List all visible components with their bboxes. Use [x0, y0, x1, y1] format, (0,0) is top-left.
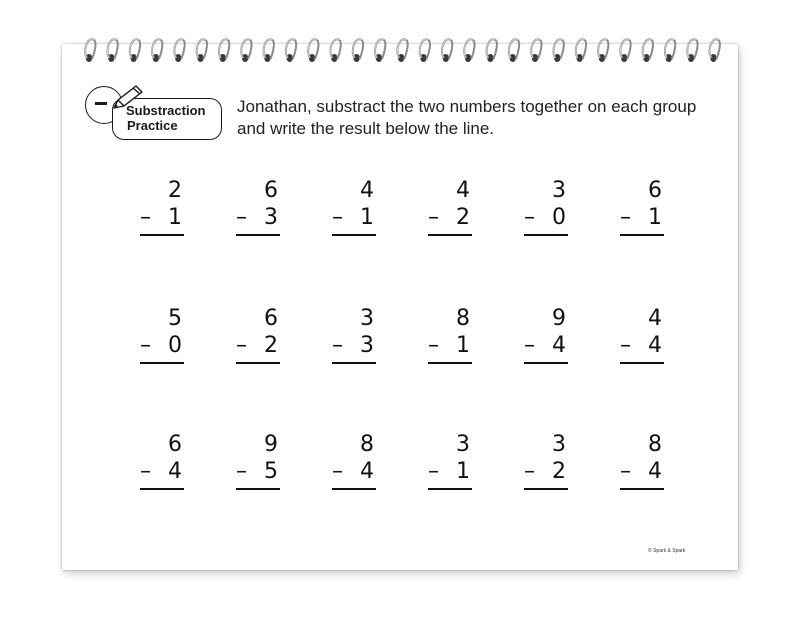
- answer-line[interactable]: [524, 362, 568, 364]
- subtraction-problem: [428, 432, 472, 494]
- spiral-coil: [219, 39, 229, 62]
- subtrahend: 0: [552, 205, 566, 230]
- answer-line[interactable]: [620, 234, 664, 236]
- instructions-text: Jonathan, substract the two numbers together on each group and write the result below the line.: [237, 97, 697, 138]
- subtrahend: 2: [552, 459, 566, 484]
- spiral-coil: [598, 39, 608, 62]
- minus-sign: –: [524, 205, 535, 230]
- spiral-binding: [0, 32, 800, 72]
- minuend: 8: [360, 432, 374, 457]
- minus-sign: –: [428, 205, 439, 230]
- subtraction-problem: [620, 178, 664, 240]
- minuend: 6: [168, 432, 182, 457]
- spiral-coil: [620, 39, 630, 62]
- answer-line[interactable]: [332, 362, 376, 364]
- spiral-coil: [397, 39, 407, 62]
- subtrahend: 4: [648, 459, 662, 484]
- spiral-coil: [531, 39, 541, 62]
- answer-line[interactable]: [332, 488, 376, 490]
- subtraction-problem: [524, 178, 568, 240]
- minus-sign: –: [140, 205, 151, 230]
- answer-line[interactable]: [620, 488, 664, 490]
- minus-sign: –: [620, 459, 631, 484]
- answer-line[interactable]: [428, 488, 472, 490]
- minuend: 2: [168, 178, 182, 203]
- spiral-coil: [375, 39, 385, 62]
- subtraction-problem: [428, 178, 472, 240]
- spiral-coil: [576, 39, 586, 62]
- spiral-coil: [330, 39, 340, 62]
- subtrahend: 3: [360, 333, 374, 358]
- subtraction-problem: [140, 178, 184, 240]
- badge-title: [126, 103, 222, 133]
- minus-sign: –: [140, 459, 151, 484]
- answer-line[interactable]: [236, 488, 280, 490]
- minus-sign: –: [140, 333, 151, 358]
- subtraction-problem: [236, 432, 280, 494]
- subtraction-problem: [428, 306, 472, 368]
- subtrahend: 1: [168, 205, 182, 230]
- minuend: 4: [456, 178, 470, 203]
- spiral-coil: [107, 39, 117, 62]
- subtrahend: 0: [168, 333, 182, 358]
- spiral-coil: [197, 39, 207, 62]
- answer-line[interactable]: [428, 234, 472, 236]
- answer-line[interactable]: [140, 234, 184, 236]
- minus-sign: –: [332, 459, 343, 484]
- minuend: 9: [264, 432, 278, 457]
- subtrahend: 1: [360, 205, 374, 230]
- subtraction-problem: [620, 306, 664, 368]
- subtrahend: 4: [648, 333, 662, 358]
- minuend: 8: [648, 432, 662, 457]
- minuend: 3: [552, 178, 566, 203]
- subtrahend: 5: [264, 459, 278, 484]
- spiral-coil: [286, 39, 296, 62]
- subtrahend: 2: [456, 205, 470, 230]
- subtraction-problem: [140, 432, 184, 494]
- spiral-coil: [487, 39, 497, 62]
- subtrahend: 1: [648, 205, 662, 230]
- minuend: 3: [456, 432, 470, 457]
- answer-line[interactable]: [140, 362, 184, 364]
- minuend: 4: [648, 306, 662, 331]
- spiral-coil: [464, 39, 474, 62]
- subtrahend: 4: [168, 459, 182, 484]
- spiral-coil: [174, 39, 184, 62]
- minus-icon: [95, 102, 107, 105]
- spiral-coil: [353, 39, 363, 62]
- answer-line[interactable]: [620, 362, 664, 364]
- subtrahend: 1: [456, 333, 470, 358]
- spiral-coil: [130, 39, 140, 62]
- problem-grid: [140, 178, 670, 508]
- minuend: 3: [360, 306, 374, 331]
- answer-line[interactable]: [524, 488, 568, 490]
- subtraction-problem: [524, 432, 568, 494]
- minus-sign: –: [524, 333, 535, 358]
- spiral-coil: [710, 39, 720, 62]
- spiral-coil: [509, 39, 519, 62]
- spiral-coil: [643, 39, 653, 62]
- spiral-coil: [442, 39, 452, 62]
- answer-line[interactable]: [140, 488, 184, 490]
- subtraction-problem: [332, 306, 376, 368]
- spiral-coil: [665, 39, 675, 62]
- subtrahend: 3: [264, 205, 278, 230]
- answer-line[interactable]: [428, 362, 472, 364]
- minuend: 6: [264, 178, 278, 203]
- spiral-coil: [85, 39, 95, 62]
- copyright-text: © Spark & Spark: [648, 548, 686, 554]
- minus-sign: –: [332, 205, 343, 230]
- subtraction-problem: [524, 306, 568, 368]
- subtraction-problem: [236, 306, 280, 368]
- subtraction-problem: [140, 306, 184, 368]
- answer-line[interactable]: [332, 234, 376, 236]
- spiral-coil: [241, 39, 251, 62]
- minus-sign: –: [428, 459, 439, 484]
- minuend: 9: [552, 306, 566, 331]
- subtrahend: 2: [264, 333, 278, 358]
- minus-sign: –: [524, 459, 535, 484]
- subtraction-problem: [620, 432, 664, 494]
- spiral-coil: [420, 39, 430, 62]
- subtraction-problem: [332, 178, 376, 240]
- minus-sign: –: [332, 333, 343, 358]
- minus-sign: –: [428, 333, 439, 358]
- spiral-coil: [687, 39, 697, 62]
- minuend: 6: [264, 306, 278, 331]
- subtraction-problem: [236, 178, 280, 240]
- badge-title-line1: Substraction: [126, 103, 206, 118]
- minuend: 3: [552, 432, 566, 457]
- minuend: 5: [168, 306, 182, 331]
- badge-title-line2: Practice: [127, 118, 178, 133]
- spiral-coil: [308, 39, 318, 62]
- minus-sign: –: [236, 333, 247, 358]
- answer-line[interactable]: [236, 234, 280, 236]
- answer-line[interactable]: [524, 234, 568, 236]
- subtrahend: 4: [360, 459, 374, 484]
- minus-sign: –: [620, 205, 631, 230]
- spiral-coil: [152, 39, 162, 62]
- subtraction-problem: [332, 432, 376, 494]
- minuend: 4: [360, 178, 374, 203]
- subtrahend: 4: [552, 333, 566, 358]
- minuend: 8: [456, 306, 470, 331]
- minus-sign: –: [236, 205, 247, 230]
- spiral-coil: [553, 39, 563, 62]
- spiral-coil: [264, 39, 274, 62]
- minus-sign: –: [236, 459, 247, 484]
- subtrahend: 1: [456, 459, 470, 484]
- answer-line[interactable]: [236, 362, 280, 364]
- minuend: 6: [648, 178, 662, 203]
- minus-sign: –: [620, 333, 631, 358]
